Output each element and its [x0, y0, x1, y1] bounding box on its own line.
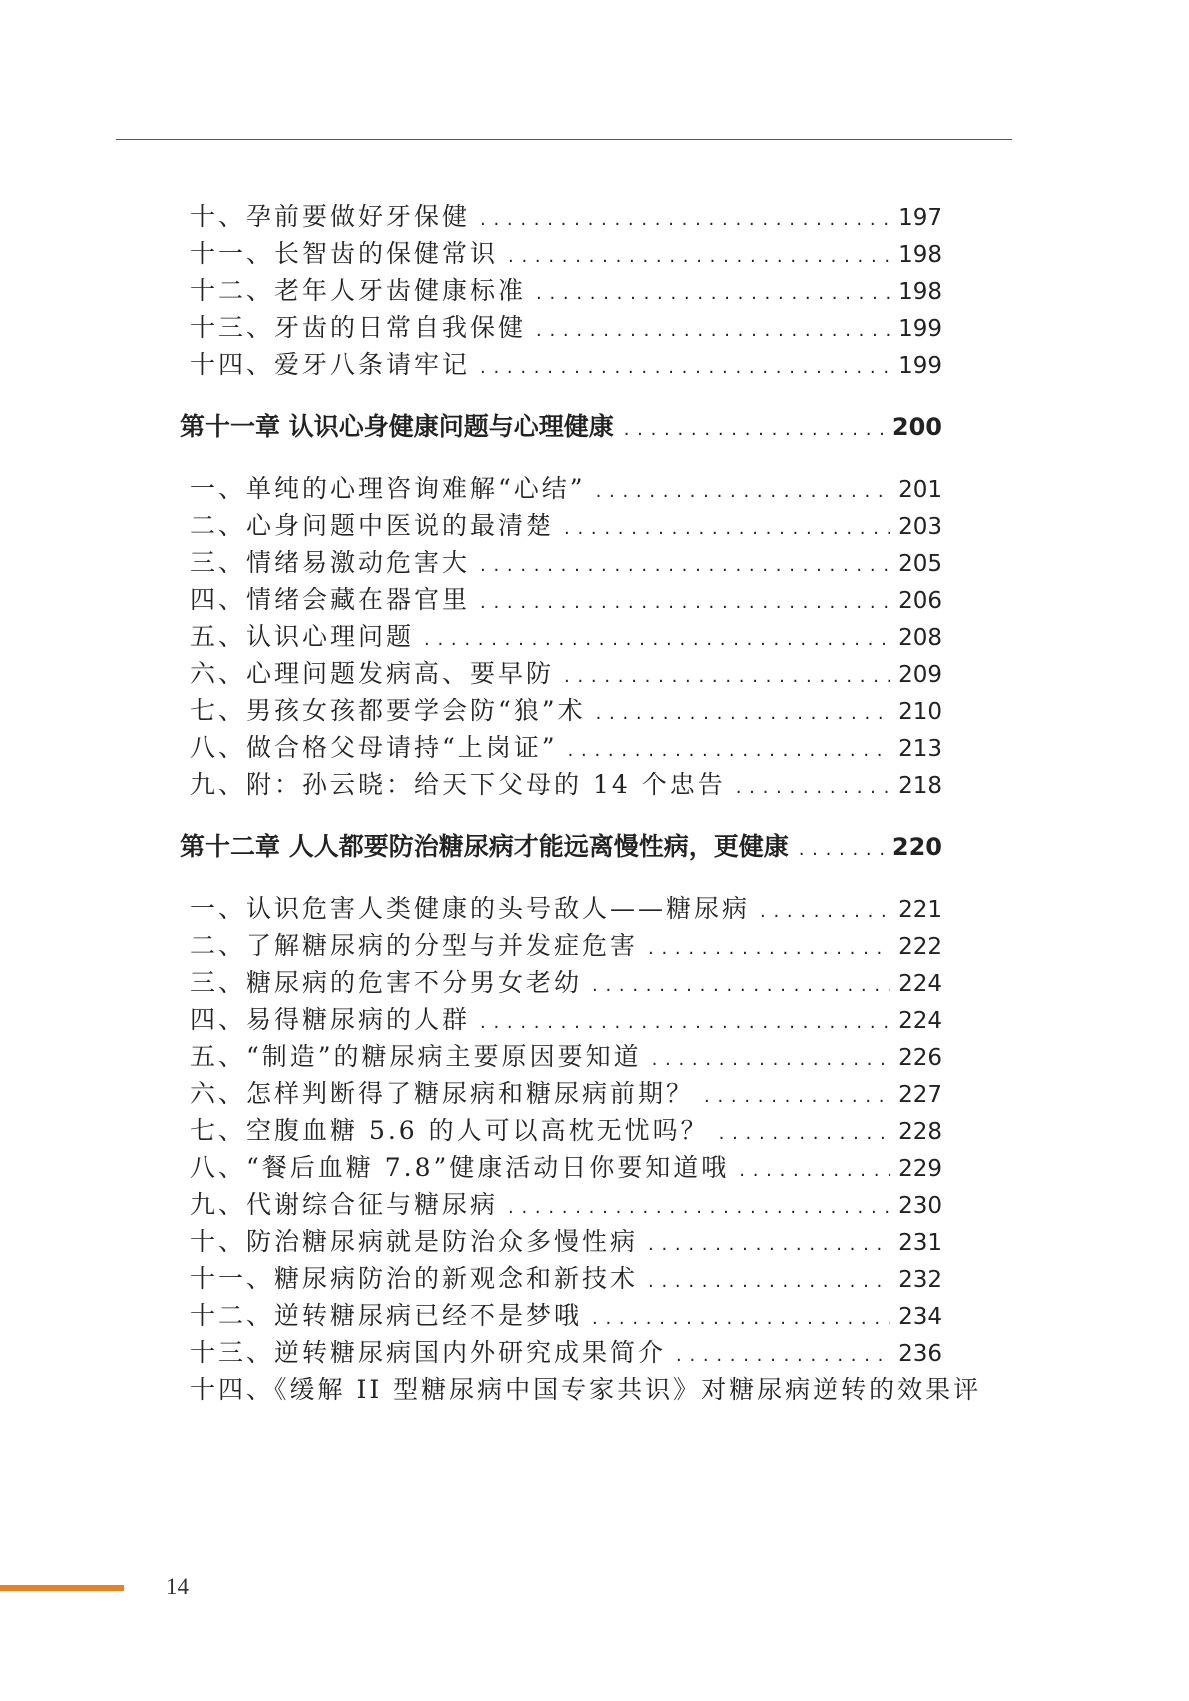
toc-entry[interactable]	[190, 509, 942, 546]
dot-leader	[624, 410, 884, 447]
toc-entry-page: 221	[898, 897, 942, 923]
toc-entry-title: 三、情绪易激动危害大	[190, 548, 471, 577]
toc-entry[interactable]	[190, 1188, 942, 1225]
toc-entry[interactable]	[190, 1225, 942, 1262]
footer-accent-bar	[0, 1585, 124, 1591]
toc-entry-title: 十、孕前要做好牙保健	[190, 202, 471, 231]
toc-entry[interactable]	[190, 892, 942, 929]
toc-entry-title: 一、认识危害人类健康的头号敌人——糖尿病	[190, 894, 751, 923]
dot-leader	[480, 200, 890, 237]
toc-entry-title: 十三、牙齿的日常自我保健	[190, 313, 527, 342]
toc-entry[interactable]	[190, 620, 942, 657]
dot-leader	[508, 1188, 890, 1225]
toc-entry[interactable]	[190, 1262, 942, 1299]
toc-entry-title: 一、单纯的心理咨询难解“心结”	[190, 474, 586, 503]
toc-entry-page: 208	[898, 625, 942, 651]
dot-leader	[652, 1040, 891, 1077]
dot-leader	[564, 657, 890, 694]
toc-entry-page: 231	[898, 1230, 942, 1256]
dot-leader	[704, 1077, 890, 1114]
toc-entry-title: 八、做合格父母请持“上岗证”	[190, 733, 558, 762]
page-number: 14	[166, 1574, 189, 1599]
toc-entry[interactable]	[190, 768, 942, 805]
dot-leader	[480, 1003, 890, 1040]
toc-entry[interactable]	[190, 237, 942, 274]
toc-entry-page: 206	[898, 588, 942, 614]
toc-entry-title: 十四、爱牙八条请牢记	[190, 350, 471, 379]
toc-entry[interactable]	[190, 1151, 942, 1188]
toc-entry-title: 二、了解糖尿病的分型与并发症危害	[190, 931, 639, 960]
toc-entry-title: 八、“餐后血糖 7.8”健康活动日你要知道哦	[190, 1153, 730, 1182]
toc-entry-page: 201	[898, 477, 942, 503]
toc-entry[interactable]	[190, 1299, 942, 1336]
toc-entry-title: 六、心理问题发病高、要早防	[190, 659, 555, 688]
chapter-page: 220	[891, 833, 942, 861]
toc-entry-title: 十三、逆转糖尿病国内外研究成果简介	[190, 1338, 667, 1367]
toc-entry-page: 230	[898, 1193, 942, 1219]
toc-entry-page: 210	[898, 699, 942, 725]
toc-entry[interactable]	[190, 731, 942, 768]
toc-entry-page: 227	[898, 1082, 942, 1108]
toc-entry-title: 四、易得糖尿病的人群	[190, 1005, 471, 1034]
toc-entry-page: 197	[898, 205, 942, 231]
toc-entry-page: 229	[898, 1156, 942, 1182]
toc-entry[interactable]	[190, 929, 942, 966]
toc-entry-page: 198	[898, 279, 942, 305]
toc-entry-page: 199	[898, 353, 942, 379]
toc-entry[interactable]	[190, 472, 942, 509]
toc-entry[interactable]	[190, 583, 942, 620]
toc-entry[interactable]	[190, 657, 942, 694]
toc-entry-title: 三、糖尿病的危害不分男女老幼	[190, 968, 583, 997]
dot-leader	[739, 1151, 890, 1188]
dot-leader	[648, 929, 890, 966]
toc-entry-page: 199	[898, 316, 942, 342]
toc-entry-page: 218	[898, 773, 942, 799]
dot-leader	[480, 546, 890, 583]
toc-entry[interactable]	[190, 311, 942, 348]
toc-entry-page: 226	[898, 1045, 942, 1071]
dot-leader	[596, 472, 891, 509]
toc-entry-page: 236	[898, 1341, 942, 1367]
toc-entry-title: 五、“制造”的糖尿病主要原因要知道	[190, 1042, 642, 1071]
toc-entry[interactable]	[190, 1003, 942, 1040]
toc-entry-title: 十二、逆转糖尿病已经不是梦哦	[190, 1301, 583, 1330]
toc-entry[interactable]	[190, 1077, 942, 1114]
toc-entry-title: 十、防治糖尿病就是防治众多慢性病	[190, 1227, 639, 1256]
toc-entry[interactable]	[190, 1040, 942, 1077]
toc-entry-title: 二、心身问题中医说的最清楚	[190, 511, 555, 540]
toc-entry[interactable]	[190, 966, 942, 1003]
toc-entry[interactable]	[190, 546, 942, 583]
toc-entry-title: 九、代谢综合征与糖尿病	[190, 1190, 499, 1219]
toc-entry[interactable]	[190, 274, 942, 311]
dot-leader	[648, 1262, 890, 1299]
dot-leader	[719, 1114, 890, 1151]
toc-chapter-heading[interactable]	[180, 410, 942, 447]
dot-leader	[536, 274, 890, 311]
toc-entry-page: 232	[898, 1267, 942, 1293]
dot-leader	[760, 892, 890, 929]
dot-leader	[480, 583, 890, 620]
toc-entry-title: 五、认识心理问题	[190, 622, 415, 651]
toc-entry[interactable]	[190, 694, 942, 731]
dot-leader	[480, 348, 890, 385]
toc-entry-page: 224	[898, 971, 942, 997]
toc-entry-title: 十一、长智齿的保健常识	[190, 239, 499, 268]
toc-entry[interactable]	[190, 1336, 942, 1373]
dot-leader	[568, 731, 891, 768]
chapter-title: 第十二章 人人都要防治糖尿病才能远离慢性病，更健康	[180, 832, 789, 861]
toc-entry-title: 十二、老年人牙齿健康标准	[190, 276, 527, 305]
toc-entry-page: 209	[898, 662, 942, 688]
toc-entry-page: 198	[898, 242, 942, 268]
dot-leader	[736, 768, 890, 805]
toc-entry-page: 234	[898, 1304, 942, 1330]
dot-leader	[508, 237, 890, 274]
toc-entry-title: 六、怎样判断得了糖尿病和糖尿病前期？	[190, 1079, 695, 1108]
toc-entry-page: 228	[898, 1119, 942, 1145]
toc-entry-page: 205	[898, 551, 942, 577]
toc-entry[interactable]	[190, 1373, 982, 1407]
toc-entry[interactable]	[190, 348, 942, 385]
toc-entry-title: 十四、《缓解 II 型糖尿病中国专家共识》对糖尿病逆转的效果评	[190, 1375, 982, 1404]
dot-leader	[536, 311, 890, 348]
dot-leader	[596, 694, 891, 731]
toc-chapter-heading[interactable]	[180, 830, 942, 867]
toc-entry-page: 222	[898, 934, 942, 960]
toc-entry-page: 213	[898, 736, 942, 762]
toc-entry-page: 203	[898, 514, 942, 540]
toc-entry-title: 四、情绪会藏在器官里	[190, 585, 471, 614]
toc-entry-title: 十一、糖尿病防治的新观念和新技术	[190, 1264, 639, 1293]
toc-entry[interactable]	[190, 1114, 942, 1151]
dot-leader	[592, 1299, 890, 1336]
dot-leader	[564, 509, 890, 546]
toc-entry-page: 224	[898, 1008, 942, 1034]
toc-entry-title: 七、男孩女孩都要学会防“狼”术	[190, 696, 586, 725]
toc-entry-title: 七、空腹血糖 5.6 的人可以高枕无忧吗？	[190, 1116, 709, 1145]
toc-entry-title: 九、附：孙云晓：给天下父母的 14 个忠告	[190, 770, 726, 799]
dot-leader	[799, 830, 884, 867]
dot-leader	[648, 1225, 890, 1262]
chapter-page: 200	[891, 413, 942, 441]
dot-leader	[676, 1336, 890, 1373]
chapter-title: 第十一章 认识心身健康问题与心理健康	[180, 412, 614, 441]
dot-leader	[424, 620, 890, 657]
toc-entry[interactable]	[190, 200, 942, 237]
dot-leader	[592, 966, 890, 1003]
